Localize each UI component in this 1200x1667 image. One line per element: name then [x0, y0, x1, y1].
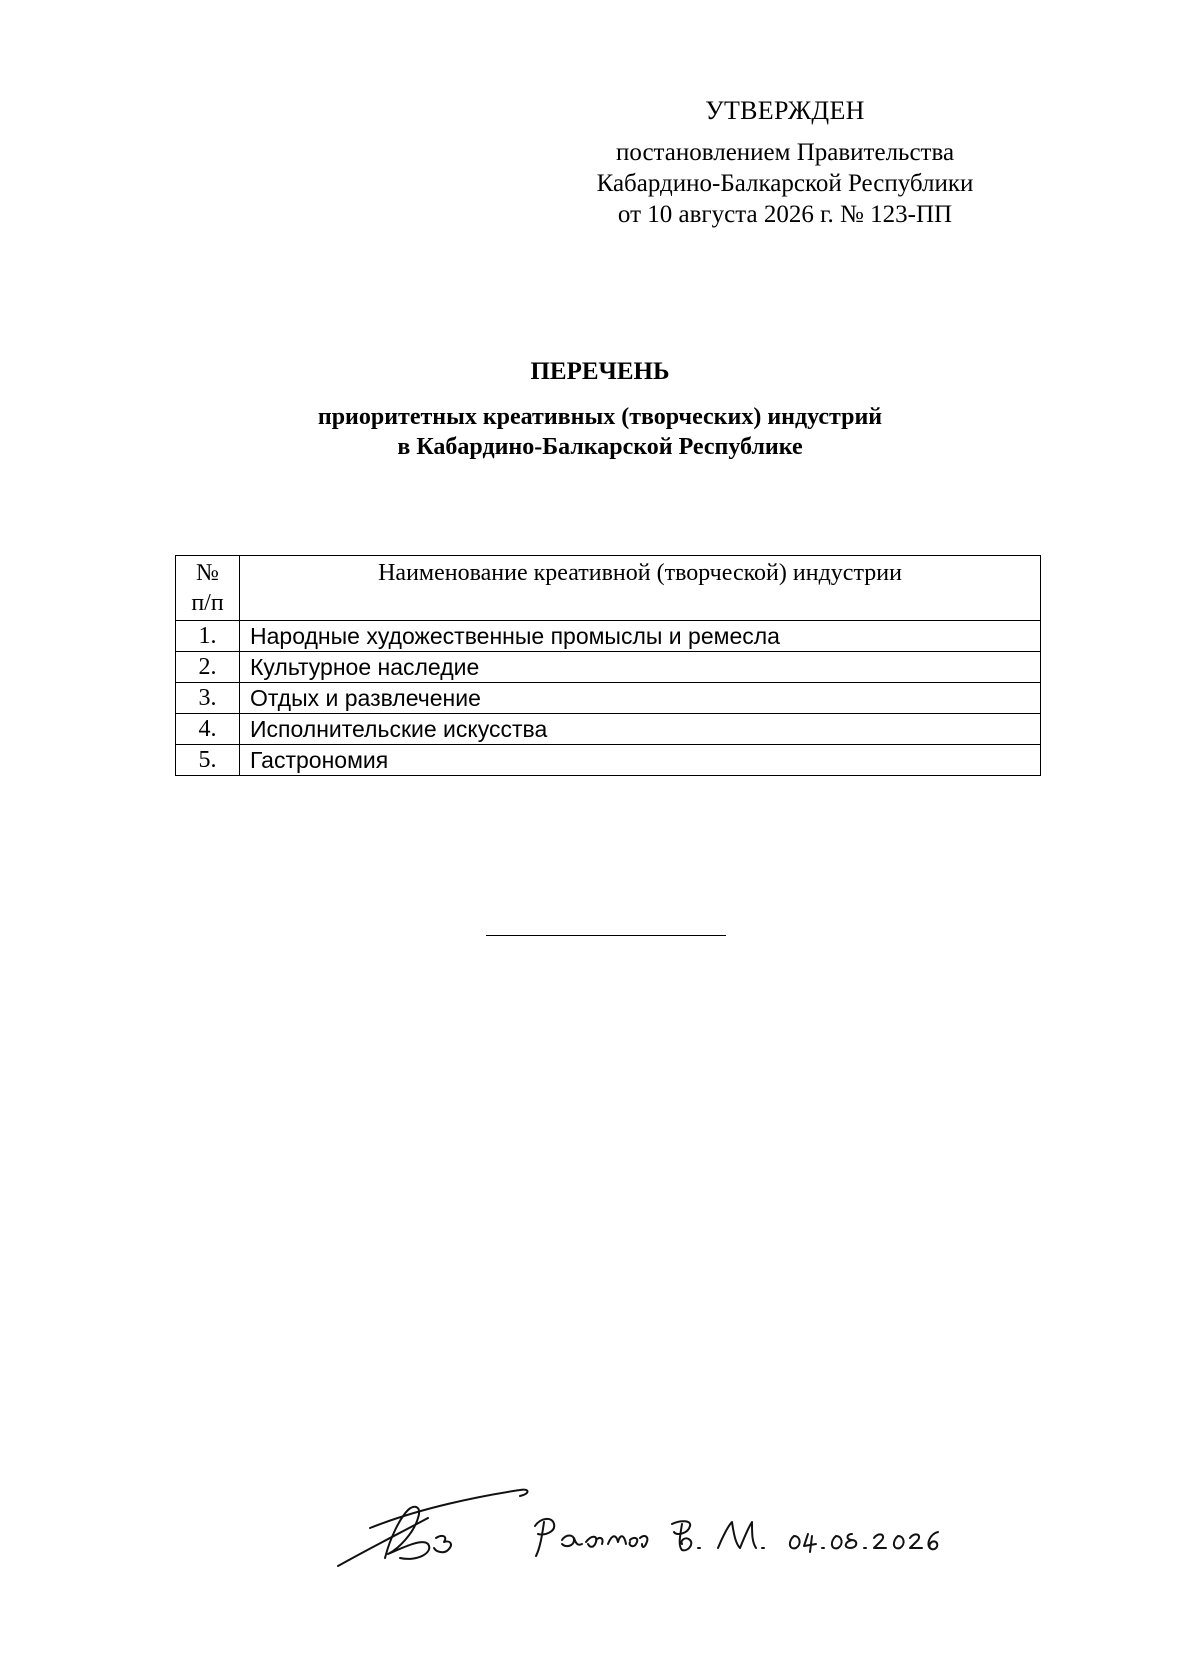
approval-date-line: от 10 августа 2026 г. № 123-ПП [617, 201, 953, 228]
table-row [176, 621, 1041, 652]
row-number: 4. [176, 714, 240, 745]
table-row [176, 714, 1041, 745]
table-row [176, 683, 1041, 714]
industry-name: Гастрономия [240, 745, 1041, 776]
signature-scribble [330, 1478, 950, 1578]
document-title: ПЕРЕЧЕНЬ [530, 358, 670, 385]
row-number: 2. [176, 652, 240, 683]
table-row [176, 652, 1041, 683]
table-row [176, 745, 1041, 776]
approval-decree-line: постановлением Правительства [615, 139, 955, 166]
column-header-name: Наименование креативной (творческой) индустрии [240, 556, 1041, 621]
row-number: 3. [176, 683, 240, 714]
approval-authority-line: Кабардино-Балкарской Республики [596, 170, 974, 197]
document-subtitle-line-2: в Кабардино-Балкарской Республике [397, 434, 803, 460]
table-header-row [176, 556, 1041, 621]
industry-name: Исполнительские искусства [240, 714, 1041, 745]
industry-name: Отдых и развлечение [240, 683, 1041, 714]
column-header-number-symbol: № [196, 560, 219, 586]
industries-table [175, 555, 1041, 776]
industry-name: Народные художественные промыслы и ремесла [240, 621, 1041, 652]
row-number: 5. [176, 745, 240, 776]
handwritten-signature [330, 1478, 950, 1578]
industry-name: Культурное наследие [240, 652, 1041, 683]
document-heading [0, 357, 1200, 462]
approved-heading: УТВЕРЖДЕН [705, 96, 865, 125]
column-header-number-abbr: п/п [191, 590, 224, 616]
document-end-divider [486, 935, 726, 936]
row-number: 1. [176, 621, 240, 652]
approval-stamp [560, 95, 1010, 230]
column-header-number [176, 556, 240, 621]
document-subtitle-line-1: приоритетных креативных (творческих) индустрий [317, 404, 883, 430]
